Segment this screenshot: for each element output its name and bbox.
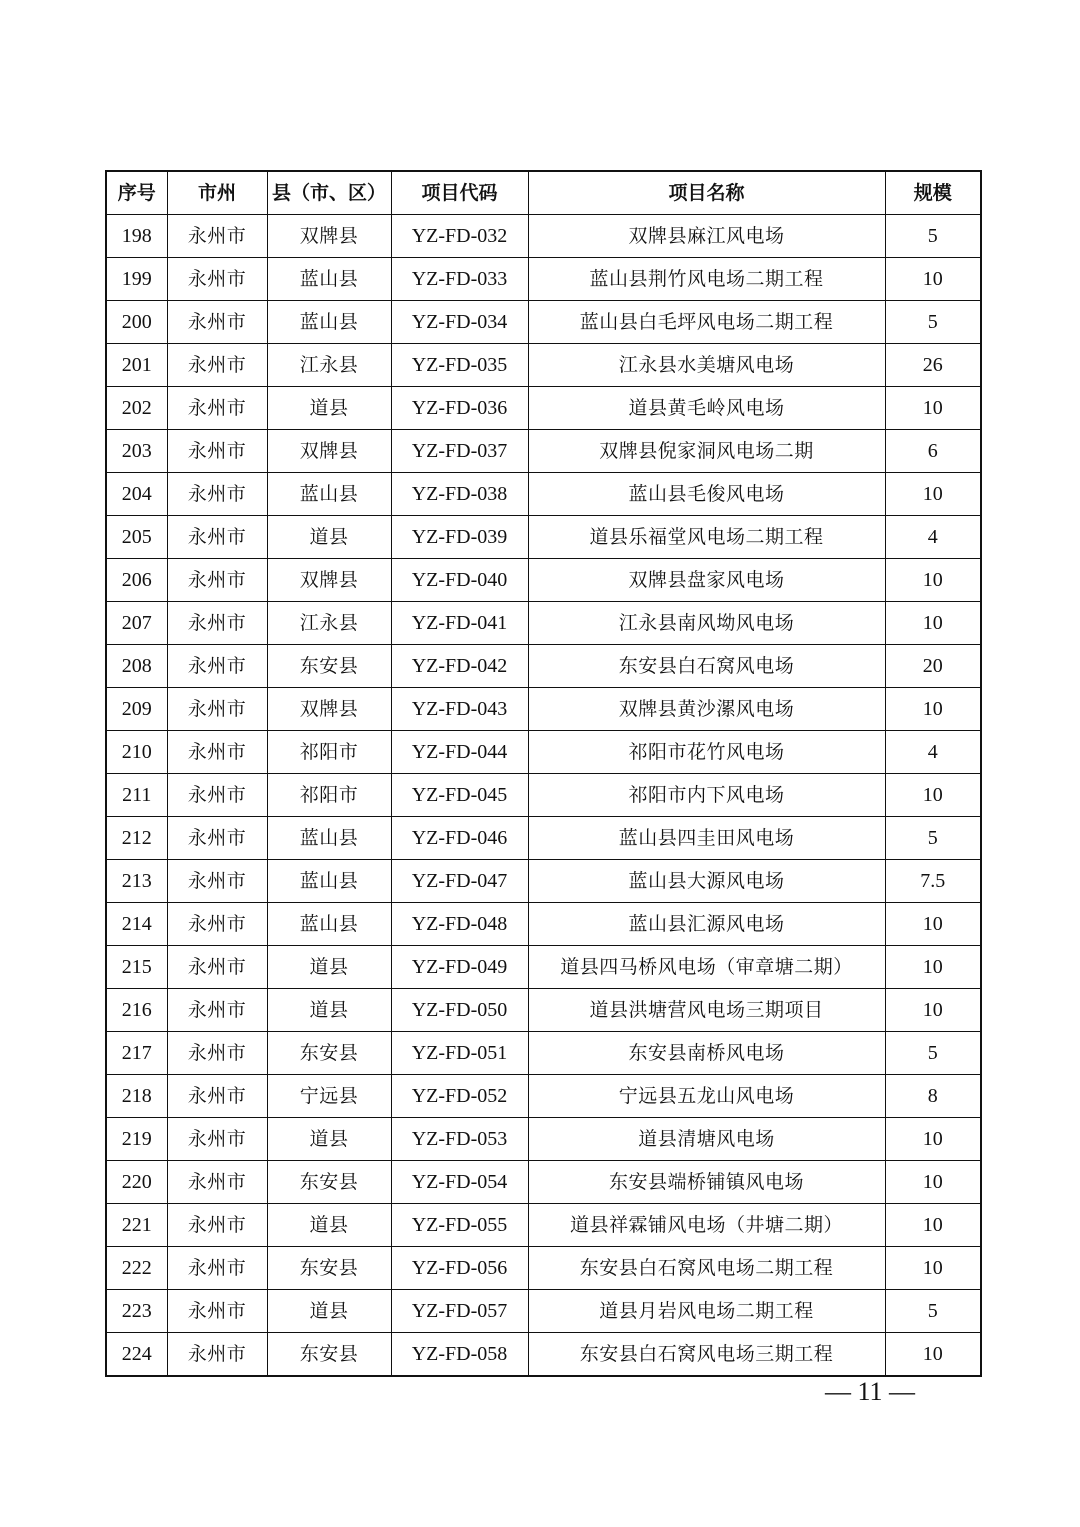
- serial-number-cell: 222: [106, 1247, 167, 1290]
- serial-number-cell: 207: [106, 602, 167, 645]
- serial-number-cell: 211: [106, 774, 167, 817]
- project-list-table: [105, 170, 982, 1377]
- project-code-cell: YZ-FD-056: [391, 1247, 528, 1290]
- city-cell: 永州市: [167, 1290, 267, 1333]
- serial-number-cell: 208: [106, 645, 167, 688]
- scale-cell: 10: [885, 946, 981, 989]
- table-row: [106, 989, 981, 1032]
- project-name-cell: 双牌县盘家风电场: [528, 559, 885, 602]
- serial-number-cell: 203: [106, 430, 167, 473]
- scale-cell: 5: [885, 1032, 981, 1075]
- county-cell: 道县: [267, 516, 391, 559]
- table-body: [106, 215, 981, 1377]
- city-cell: 永州市: [167, 1032, 267, 1075]
- page-number: — 11 —: [824, 1377, 916, 1406]
- scale-cell: 5: [885, 817, 981, 860]
- table-row: [106, 1204, 981, 1247]
- header-scale: 规模: [885, 171, 981, 215]
- city-cell: 永州市: [167, 301, 267, 344]
- county-cell: 东安县: [267, 1247, 391, 1290]
- project-code-cell: YZ-FD-045: [391, 774, 528, 817]
- scale-cell: 5: [885, 1290, 981, 1333]
- table-row: [106, 1075, 981, 1118]
- county-cell: 双牌县: [267, 688, 391, 731]
- table-row: [106, 473, 981, 516]
- project-name-cell: 江永县南风坳风电场: [528, 602, 885, 645]
- city-cell: 永州市: [167, 1247, 267, 1290]
- project-name-cell: 东安县白石窝风电场三期工程: [528, 1333, 885, 1377]
- project-code-cell: YZ-FD-055: [391, 1204, 528, 1247]
- project-code-cell: YZ-FD-033: [391, 258, 528, 301]
- serial-number-cell: 210: [106, 731, 167, 774]
- county-cell: 蓝山县: [267, 258, 391, 301]
- project-code-cell: YZ-FD-038: [391, 473, 528, 516]
- project-code-cell: YZ-FD-052: [391, 1075, 528, 1118]
- serial-number-cell: 214: [106, 903, 167, 946]
- table-row: [106, 1333, 981, 1377]
- county-cell: 道县: [267, 1118, 391, 1161]
- project-name-cell: 江永县水美塘风电场: [528, 344, 885, 387]
- city-cell: 永州市: [167, 688, 267, 731]
- county-cell: 蓝山县: [267, 860, 391, 903]
- serial-number-cell: 219: [106, 1118, 167, 1161]
- project-name-cell: 道县祥霖铺风电场（井塘二期）: [528, 1204, 885, 1247]
- city-cell: 永州市: [167, 1075, 267, 1118]
- city-cell: 永州市: [167, 774, 267, 817]
- county-cell: 宁远县: [267, 1075, 391, 1118]
- scale-cell: 10: [885, 1333, 981, 1377]
- project-name-cell: 蓝山县四圭田风电场: [528, 817, 885, 860]
- county-cell: 道县: [267, 946, 391, 989]
- city-cell: 永州市: [167, 473, 267, 516]
- city-cell: 永州市: [167, 989, 267, 1032]
- county-cell: 蓝山县: [267, 301, 391, 344]
- table-row: [106, 602, 981, 645]
- scale-cell: 4: [885, 731, 981, 774]
- scale-cell: 10: [885, 1204, 981, 1247]
- serial-number-cell: 209: [106, 688, 167, 731]
- project-name-cell: 道县月岩风电场二期工程: [528, 1290, 885, 1333]
- city-cell: 永州市: [167, 344, 267, 387]
- serial-number-cell: 212: [106, 817, 167, 860]
- serial-number-cell: 200: [106, 301, 167, 344]
- serial-number-cell: 202: [106, 387, 167, 430]
- serial-number-cell: 217: [106, 1032, 167, 1075]
- project-code-cell: YZ-FD-036: [391, 387, 528, 430]
- city-cell: 永州市: [167, 258, 267, 301]
- project-name-cell: 道县乐福堂风电场二期工程: [528, 516, 885, 559]
- table-row: [106, 946, 981, 989]
- scale-cell: 20: [885, 645, 981, 688]
- table-row: [106, 731, 981, 774]
- project-name-cell: 双牌县麻江风电场: [528, 215, 885, 258]
- table-row: [106, 215, 981, 258]
- county-cell: 东安县: [267, 645, 391, 688]
- table-row: [106, 1290, 981, 1333]
- serial-number-cell: 201: [106, 344, 167, 387]
- project-code-cell: YZ-FD-046: [391, 817, 528, 860]
- scale-cell: 10: [885, 989, 981, 1032]
- project-name-cell: 蓝山县汇源风电场: [528, 903, 885, 946]
- scale-cell: 4: [885, 516, 981, 559]
- scale-cell: 10: [885, 559, 981, 602]
- city-cell: 永州市: [167, 516, 267, 559]
- project-code-cell: YZ-FD-049: [391, 946, 528, 989]
- table-row: [106, 430, 981, 473]
- county-cell: 道县: [267, 1204, 391, 1247]
- project-code-cell: YZ-FD-041: [391, 602, 528, 645]
- scale-cell: 26: [885, 344, 981, 387]
- serial-number-cell: 218: [106, 1075, 167, 1118]
- serial-number-cell: 205: [106, 516, 167, 559]
- header-project-name: 项目名称: [528, 171, 885, 215]
- scale-cell: 10: [885, 1247, 981, 1290]
- city-cell: 永州市: [167, 1333, 267, 1377]
- project-name-cell: 双牌县倪家洞风电场二期: [528, 430, 885, 473]
- scale-cell: 10: [885, 602, 981, 645]
- scale-cell: 10: [885, 903, 981, 946]
- city-cell: 永州市: [167, 430, 267, 473]
- project-name-cell: 祁阳市内下风电场: [528, 774, 885, 817]
- project-code-cell: YZ-FD-035: [391, 344, 528, 387]
- scale-cell: 10: [885, 1161, 981, 1204]
- serial-number-cell: 220: [106, 1161, 167, 1204]
- project-name-cell: 东安县白石窝风电场: [528, 645, 885, 688]
- project-code-cell: YZ-FD-051: [391, 1032, 528, 1075]
- serial-number-cell: 223: [106, 1290, 167, 1333]
- project-code-cell: YZ-FD-042: [391, 645, 528, 688]
- county-cell: 东安县: [267, 1161, 391, 1204]
- serial-number-cell: 215: [106, 946, 167, 989]
- serial-number-cell: 199: [106, 258, 167, 301]
- project-name-cell: 蓝山县大源风电场: [528, 860, 885, 903]
- scale-cell: 10: [885, 1118, 981, 1161]
- county-cell: 祁阳市: [267, 731, 391, 774]
- county-cell: 东安县: [267, 1032, 391, 1075]
- project-code-cell: YZ-FD-044: [391, 731, 528, 774]
- table-row: [106, 903, 981, 946]
- project-name-cell: 东安县白石窝风电场二期工程: [528, 1247, 885, 1290]
- county-cell: 东安县: [267, 1333, 391, 1377]
- project-code-cell: YZ-FD-057: [391, 1290, 528, 1333]
- header-county: 县（市、区）: [267, 171, 391, 215]
- county-cell: 双牌县: [267, 559, 391, 602]
- table-row: [106, 344, 981, 387]
- scale-cell: 10: [885, 688, 981, 731]
- city-cell: 永州市: [167, 215, 267, 258]
- county-cell: 道县: [267, 387, 391, 430]
- county-cell: 蓝山县: [267, 817, 391, 860]
- project-name-cell: 蓝山县毛俊风电场: [528, 473, 885, 516]
- table-row: [106, 559, 981, 602]
- county-cell: 双牌县: [267, 430, 391, 473]
- project-name-cell: 蓝山县荆竹风电场二期工程: [528, 258, 885, 301]
- table-row: [106, 387, 981, 430]
- scale-cell: 6: [885, 430, 981, 473]
- project-name-cell: 宁远县五龙山风电场: [528, 1075, 885, 1118]
- project-name-cell: 道县洪塘营风电场三期项目: [528, 989, 885, 1032]
- city-cell: 永州市: [167, 387, 267, 430]
- serial-number-cell: 206: [106, 559, 167, 602]
- project-code-cell: YZ-FD-043: [391, 688, 528, 731]
- serial-number-cell: 204: [106, 473, 167, 516]
- table-row: [106, 516, 981, 559]
- scale-cell: 10: [885, 258, 981, 301]
- project-code-cell: YZ-FD-058: [391, 1333, 528, 1377]
- table-row: [106, 688, 981, 731]
- city-cell: 永州市: [167, 559, 267, 602]
- city-cell: 永州市: [167, 1204, 267, 1247]
- city-cell: 永州市: [167, 731, 267, 774]
- city-cell: 永州市: [167, 903, 267, 946]
- city-cell: 永州市: [167, 946, 267, 989]
- serial-number-cell: 224: [106, 1333, 167, 1377]
- project-name-cell: 东安县南桥风电场: [528, 1032, 885, 1075]
- table-row: [106, 1161, 981, 1204]
- scale-cell: 10: [885, 387, 981, 430]
- serial-number-cell: 216: [106, 989, 167, 1032]
- project-code-cell: YZ-FD-048: [391, 903, 528, 946]
- table-row: [106, 1118, 981, 1161]
- city-cell: 永州市: [167, 817, 267, 860]
- project-name-cell: 道县清塘风电场: [528, 1118, 885, 1161]
- scale-cell: 10: [885, 774, 981, 817]
- project-name-cell: 东安县端桥铺镇风电场: [528, 1161, 885, 1204]
- scale-cell: 5: [885, 301, 981, 344]
- scale-cell: 5: [885, 215, 981, 258]
- project-code-cell: YZ-FD-034: [391, 301, 528, 344]
- county-cell: 蓝山县: [267, 473, 391, 516]
- project-name-cell: 道县四马桥风电场（审章塘二期）: [528, 946, 885, 989]
- project-code-cell: YZ-FD-040: [391, 559, 528, 602]
- county-cell: 江永县: [267, 344, 391, 387]
- county-cell: 江永县: [267, 602, 391, 645]
- header-city: 市州: [167, 171, 267, 215]
- table-row: [106, 774, 981, 817]
- project-name-cell: 蓝山县白毛坪风电场二期工程: [528, 301, 885, 344]
- table-row: [106, 258, 981, 301]
- scale-cell: 10: [885, 473, 981, 516]
- project-code-cell: YZ-FD-039: [391, 516, 528, 559]
- table-row: [106, 1247, 981, 1290]
- serial-number-cell: 213: [106, 860, 167, 903]
- project-code-cell: YZ-FD-054: [391, 1161, 528, 1204]
- city-cell: 永州市: [167, 1118, 267, 1161]
- project-name-cell: 双牌县黄沙漯风电场: [528, 688, 885, 731]
- county-cell: 双牌县: [267, 215, 391, 258]
- city-cell: 永州市: [167, 645, 267, 688]
- table-row: [106, 817, 981, 860]
- table-row: [106, 301, 981, 344]
- county-cell: 道县: [267, 1290, 391, 1333]
- serial-number-cell: 198: [106, 215, 167, 258]
- scale-cell: 8: [885, 1075, 981, 1118]
- project-code-cell: YZ-FD-047: [391, 860, 528, 903]
- county-cell: 道县: [267, 989, 391, 1032]
- project-code-cell: YZ-FD-050: [391, 989, 528, 1032]
- table-row: [106, 860, 981, 903]
- table-row: [106, 645, 981, 688]
- project-code-cell: YZ-FD-037: [391, 430, 528, 473]
- city-cell: 永州市: [167, 1161, 267, 1204]
- project-code-cell: YZ-FD-032: [391, 215, 528, 258]
- serial-number-cell: 221: [106, 1204, 167, 1247]
- city-cell: 永州市: [167, 602, 267, 645]
- table-header-row: [106, 171, 981, 215]
- header-project-code: 项目代码: [391, 171, 528, 215]
- scale-cell: 7.5: [885, 860, 981, 903]
- table-row: [106, 1032, 981, 1075]
- project-name-cell: 道县黄毛岭风电场: [528, 387, 885, 430]
- project-name-cell: 祁阳市花竹风电场: [528, 731, 885, 774]
- header-serial-number: 序号: [106, 171, 167, 215]
- project-code-cell: YZ-FD-053: [391, 1118, 528, 1161]
- county-cell: 蓝山县: [267, 903, 391, 946]
- county-cell: 祁阳市: [267, 774, 391, 817]
- city-cell: 永州市: [167, 860, 267, 903]
